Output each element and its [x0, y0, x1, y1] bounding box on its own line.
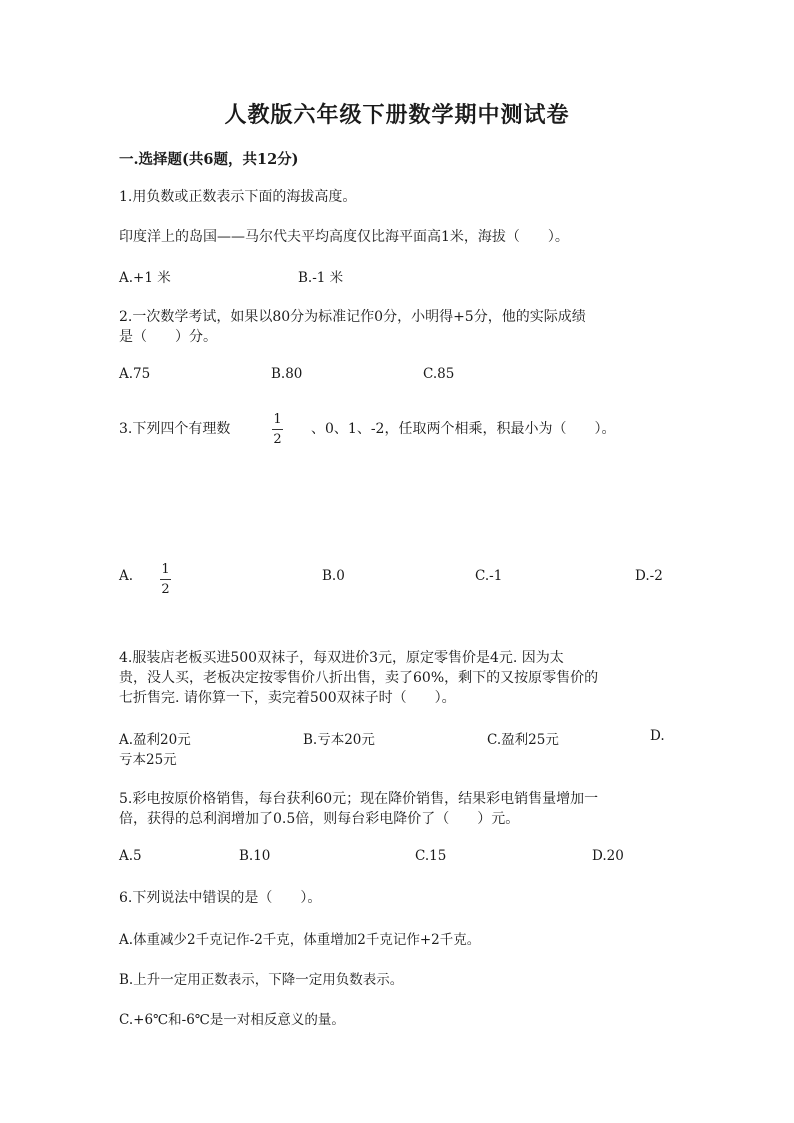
fraction-bar: [272, 429, 283, 430]
q3-option-a-numerator: 1: [161, 562, 170, 577]
q4-line3: 七折售完. 请你算一下，卖完着500双袜子时（ ）。: [119, 690, 456, 706]
q2-line1: 2.一次数学考试，如果以80分为标准记作0分，小明得+5分，他的实际成绩: [119, 309, 586, 325]
q4-line2: 贵，没人买，老板决定按零售价八折出售，卖了60%，剩下的又按原零售价的: [119, 670, 599, 686]
q6-stem: 6.下列说法中错误的是（ ）。: [119, 890, 322, 906]
q3-suffix: 、0、1、-2，任取两个相乘，积最小为（ ）。: [311, 421, 616, 437]
q1-text: 印度洋上的岛国——马尔代夫平均高度仅比海平面高1米，海拔（ ）。: [119, 229, 569, 245]
q2-option-b: B.80: [271, 366, 303, 382]
q4-option-c: C.盈利25元: [487, 732, 559, 748]
q2-option-c: C.85: [423, 366, 455, 382]
q3-fraction: [272, 413, 283, 446]
q5-option-b: B.10: [239, 848, 271, 864]
q4-option-d-text: 亏本25元: [119, 752, 177, 768]
q2-line2: 是（ ）分。: [119, 329, 217, 345]
q3-option-a-denominator: 2: [161, 582, 170, 597]
page-title: 人教版六年级下册数学期中测试卷: [224, 102, 570, 128]
q4-option-d: D.: [650, 728, 665, 744]
q3-option-c: C.-1: [475, 568, 503, 584]
q3-prefix: 3.下列四个有理数: [119, 421, 231, 437]
q3-fraction-denominator: 2: [273, 432, 282, 447]
q5-option-c: C.15: [415, 848, 447, 864]
q6-option-a: A.体重减少2千克记作-2千克，体重增加2千克记作+2千克。: [119, 932, 481, 948]
q5-line2: 倍，获得的总利润增加了0.5倍，则每台彩电降价了（ ）元。: [119, 811, 520, 827]
q1-stem: 1.用负数或正数表示下面的海拔高度。: [119, 189, 357, 205]
q1-option-a: A.+1 米: [119, 270, 171, 286]
q5-option-a: A.5: [119, 848, 142, 864]
q5-line1: 5.彩电按原价格销售，每台获利60元；现在降价销售，结果彩电销售量增加一: [119, 791, 599, 807]
q3-fraction-numerator: 1: [273, 412, 282, 427]
q2-option-a: A.75: [119, 366, 151, 382]
q3-option-a-fraction: [160, 563, 171, 596]
section-heading: 一.选择题(共6题，共12分): [119, 151, 299, 168]
q5-option-d: D.20: [592, 848, 624, 864]
q4-option-b: B.亏本20元: [303, 732, 375, 748]
q6-option-c: C.+6℃和-6℃是一对相反意义的量。: [119, 1012, 345, 1028]
q3-option-a-label: A.: [119, 568, 134, 584]
q3-option-b: B.0: [322, 568, 345, 584]
q4-line1: 4.服装店老板买进500双袜子，每双进价3元，原定零售价是4元. 因为太: [119, 650, 564, 666]
q1-option-b: B.-1 米: [298, 270, 344, 286]
q4-option-a: A.盈利20元: [119, 732, 191, 748]
q3-option-d: D.-2: [635, 568, 663, 584]
fraction-bar: [160, 579, 171, 580]
q6-option-b: B.上升一定用正数表示，下降一定用负数表示。: [119, 972, 404, 988]
